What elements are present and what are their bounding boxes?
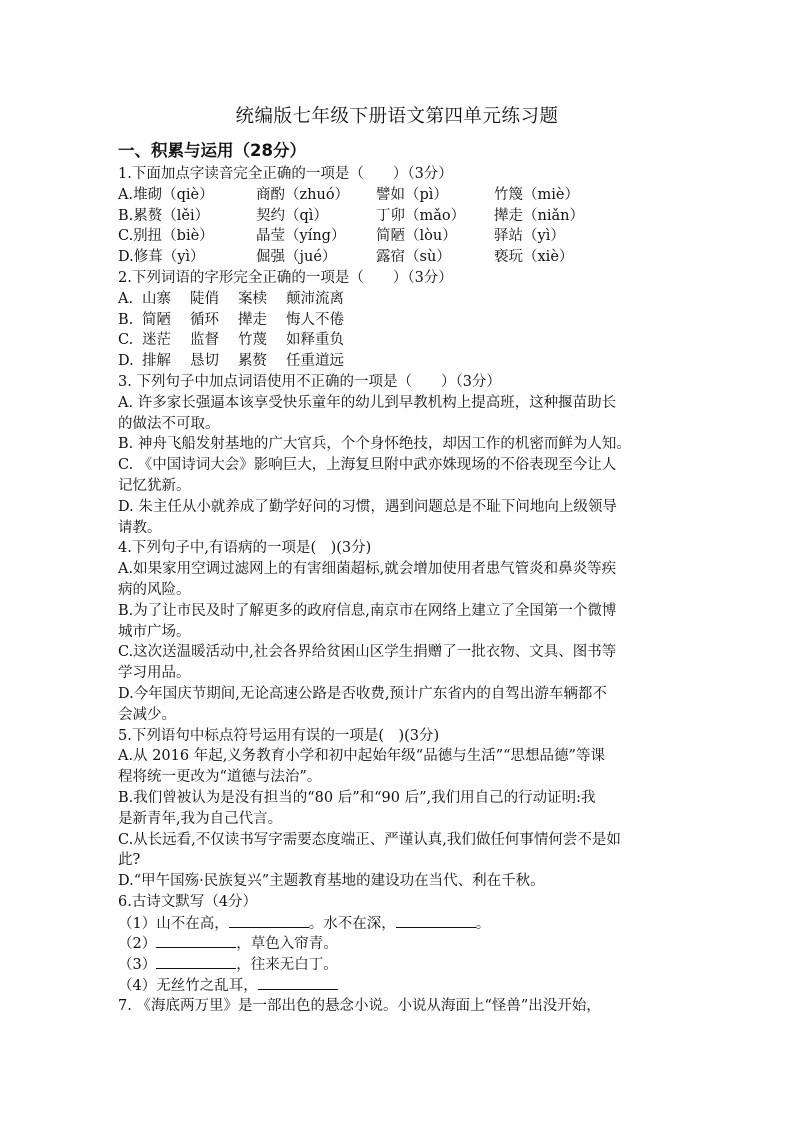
option-word: 颠沛流离 bbox=[286, 290, 344, 307]
option-word: 如释重负 bbox=[286, 332, 344, 349]
option-word: 案椟 bbox=[238, 290, 267, 307]
section-heading: 一、积累与运用（28分） bbox=[118, 141, 306, 160]
option-text: 譬如（pì） bbox=[376, 186, 448, 203]
question-6-item-1 bbox=[118, 913, 678, 934]
option-word: 累赘 bbox=[238, 353, 267, 370]
item-text: ，往来无白丁。 bbox=[236, 957, 338, 974]
answer-blank[interactable] bbox=[156, 933, 236, 948]
question-1-option-d bbox=[118, 247, 678, 268]
option-text: 丁卯（mǎo） bbox=[376, 207, 466, 224]
item-text: ，草色入帘青。 bbox=[236, 936, 338, 953]
answer-blank[interactable] bbox=[396, 913, 476, 928]
question-4-option-c-line2: 学习用品。 bbox=[118, 665, 191, 682]
question-1-option-b bbox=[118, 206, 678, 227]
option-text: 驿站（yì） bbox=[494, 228, 565, 245]
question-5-option-a-line2: 程将统一更改为“道德与法治”。 bbox=[118, 769, 322, 786]
question-5-stem: 5.下列语句中标点符号运用有误的一项是( )(3分) bbox=[118, 727, 440, 744]
question-4-option-b-line1: B.为了让市民及时了解更多的政府信息,南京市在网络上建立了全国第一个微博 bbox=[118, 602, 617, 619]
question-2-option-d bbox=[118, 351, 678, 372]
option-word: 任重道远 bbox=[286, 353, 344, 370]
option-text: A.堆砌（qiè） bbox=[118, 186, 214, 203]
question-6-item-3 bbox=[118, 954, 678, 975]
question-5-option-b-line1: B.我们曾被认为是没有担当的“80 后”和“90 后”,我们用自己的行动证明:我 bbox=[118, 789, 596, 806]
option-word: 排解 bbox=[142, 353, 171, 370]
answer-blank[interactable] bbox=[258, 975, 338, 990]
item-text: （4）无丝竹之乱耳， bbox=[118, 978, 258, 995]
question-6-item-2 bbox=[118, 933, 678, 954]
option-text: C.别扭（biè） bbox=[118, 228, 214, 245]
question-3-option-c-line2: 记忆犹新。 bbox=[118, 477, 191, 494]
option-word: 陡俏 bbox=[190, 290, 219, 307]
question-3-option-c-line1: C. 《中国诗词大会》影响巨大，上海复旦附中武亦姝现场的不俗表现至今让人 bbox=[118, 457, 617, 474]
question-1-option-a bbox=[118, 185, 678, 206]
question-4-option-c-line1: C.这次送温暖活动中,社会各界给贫困山区学生捐赠了一批衣物、文具、图书等 bbox=[118, 644, 617, 661]
question-5-option-d: D.“甲午国殇·民族复兴”主题教育基地的建设功在当代、利在千秋。 bbox=[118, 873, 545, 890]
question-6-stem: 6.古诗文默写（4分） bbox=[118, 893, 258, 910]
question-2-stem: 2.下列词语的字形完全正确的一项是（ ）（3分） bbox=[118, 269, 453, 286]
option-word: 撵走 bbox=[238, 311, 267, 328]
answer-blank[interactable] bbox=[156, 954, 236, 969]
option-text: 契约（qì） bbox=[256, 207, 328, 224]
option-text: 简陋（lòu） bbox=[376, 228, 457, 245]
question-3-option-b: B. 神舟飞船发射基地的广大官兵，个个身怀绝技，却因工作的机密而鲜为人知。 bbox=[118, 436, 631, 453]
option-word: 监督 bbox=[190, 332, 219, 349]
option-word: 循环 bbox=[190, 311, 219, 328]
question-1-stem: 1.下面加点字读音完全正确的一项是（ ）（3分） bbox=[118, 166, 453, 182]
option-text: 竹篾（miè） bbox=[494, 186, 579, 203]
question-7-line1: 7. 《海底两万里》是一部出色的悬念小说。小说从海面上“怪兽”出没开始， bbox=[118, 997, 601, 1014]
question-4-option-a-line2: 病的风险。 bbox=[118, 581, 191, 598]
option-text: 商酌（zhuó） bbox=[256, 186, 350, 203]
question-6-item-4 bbox=[118, 975, 678, 996]
document-content bbox=[118, 138, 678, 1017]
question-3-option-d-line2: 请教。 bbox=[118, 519, 162, 536]
answer-blank[interactable] bbox=[229, 913, 309, 928]
question-1-option-c bbox=[118, 226, 678, 247]
option-text: 晶莹（yíng） bbox=[256, 228, 346, 245]
option-word: 悔人不倦 bbox=[286, 311, 344, 328]
question-4-stem: 4.下列句子中,有语病的一项是( )(3分) bbox=[118, 540, 372, 557]
question-3-option-a-line1: A. 许多家长强逼本该享受快乐童年的幼儿到早教机构上提高班，这种揠苗助长 bbox=[118, 394, 617, 411]
option-text: 露宿（sù） bbox=[376, 249, 451, 266]
item-text: 。 bbox=[475, 915, 491, 932]
option-letter: B. bbox=[118, 311, 134, 328]
question-5-option-b-line2: 是新青年,我为自己代言。 bbox=[118, 810, 283, 827]
option-text: 倔强（jué） bbox=[256, 249, 337, 266]
question-5-option-c-line1: C.从长远看,不仅读书写字需要态度端正、严谨认真,我们做任何事情何尝不是如 bbox=[118, 831, 621, 848]
question-5-option-a-line1: A.从 2016 年起,义务教育小学和初中起始年级“品德与生活”“思想品德”等课 bbox=[118, 748, 605, 765]
question-5-option-c-line2: 此? bbox=[118, 852, 141, 869]
option-word: 恳切 bbox=[190, 353, 219, 370]
question-3-option-a-line2: 的做法不可取。 bbox=[118, 415, 220, 432]
document-title: 统编版七年级下册语文第四单元练习题 bbox=[235, 106, 559, 127]
option-word: 简陋 bbox=[142, 311, 171, 328]
option-word: 迷茫 bbox=[142, 332, 171, 349]
question-2-option-a bbox=[118, 289, 678, 310]
question-4-option-a-line1: A.如果家用空调过滤网上的有害细菌超标,就会增加使用者患气管炎和鼻炎等疾 bbox=[118, 561, 617, 578]
option-text: D.修葺（yì） bbox=[118, 249, 205, 266]
question-4-option-d-line1: D.今年国庆节期间,无论高速公路是否收费,预计广东省内的自驾出游车辆都不 bbox=[118, 685, 607, 702]
question-3-stem: 3. 下列句子中加点词语使用不正确的一项是（ ）（3分） bbox=[118, 373, 501, 390]
question-2-option-c bbox=[118, 330, 678, 351]
option-text: B.累赘（lěi） bbox=[118, 207, 210, 224]
question-2-option-b bbox=[118, 310, 678, 331]
option-text: 亵玩（xiè） bbox=[494, 249, 574, 266]
option-letter: C. bbox=[118, 332, 134, 349]
question-4-option-b-line2: 城市广场。 bbox=[118, 623, 191, 640]
option-letter: A. bbox=[118, 290, 134, 307]
item-text: （2） bbox=[118, 936, 157, 953]
question-3-option-d-line1: D. 朱主任从小就养成了勤学好问的习惯，遇到问题总是不耻下问地向上级领导 bbox=[118, 498, 617, 515]
option-word: 竹蔑 bbox=[238, 332, 267, 349]
item-text: （1）山不在高， bbox=[118, 915, 229, 932]
item-text: 。水不在深， bbox=[308, 915, 396, 932]
option-word: 山寨 bbox=[142, 290, 171, 307]
option-letter: D. bbox=[118, 353, 134, 370]
option-text: 撵走（niǎn） bbox=[494, 207, 584, 224]
question-4-option-d-line2: 会减少。 bbox=[118, 706, 176, 723]
item-text: （3） bbox=[118, 957, 157, 974]
